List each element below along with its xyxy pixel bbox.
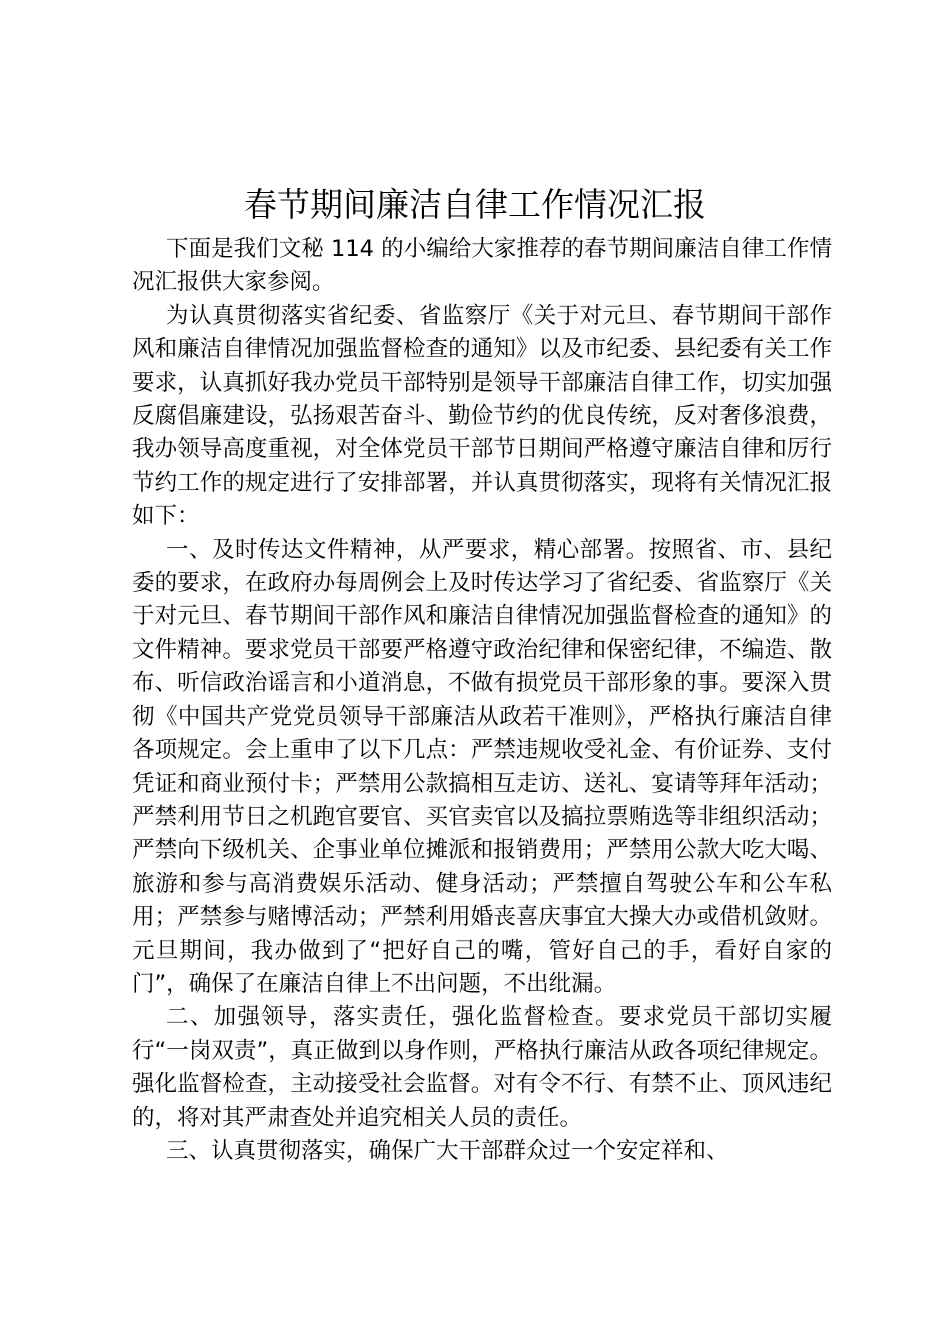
- paragraph-section-1: 一、及时传达文件精神，从严要求，精心部署。按照省、市、县纪委的要求，在政府办每周例会上及时传达学习了省纪委、省监察厅《关于对元旦、春节期间干部作风和廉洁自律情况加强监督检查的通知》的文件精神。要求党员干部要严格遵守政治纪律和保密纪律，不编造、散布、听信政治谣言和小道消息，不做有损党员干部形象的事。要深入贯彻《中国共产党党员领导干部廉洁从政若干准则》，严格执行廉洁自律各项规定。会上重申了以下几点：严禁违规收受礼金、有价证券、支付凭证和商业预付卡；严禁用公款搞相互走访、送礼、宴请等拜年活动；严禁利用节日之机跑官要官、买官卖官以及搞拉票贿选等非组织活动；严禁向下级机关、企事业单位摊派和报销费用；严禁用公款大吃大喝、旅游和参与高消费娱乐活动、健身活动；严禁擅自驾驶公车和公车私用；严禁参与赌博活动；严禁利用婚丧喜庆事宜大操大办或借机敛财。元旦期间，我办做到了“把好自己的嘴，管好自己的手，看好自家的门”，确保了在廉洁自律上不出问题，不出纰漏。: [132, 536, 832, 997]
- paragraph-section-2: 二、加强领导，落实责任，强化监督检查。要求党员干部切实履行“一岗双责”，真正做到以身作则，严格执行廉洁从政各项纪律规定。强化监督检查，主动接受社会监督。对有令不行、有禁不止、顶风违纪的，将对其严肃查处并追究相关人员的责任。: [132, 1004, 832, 1131]
- document-body: [132, 233, 832, 1168]
- document-title: 春节期间廉洁自律工作情况汇报: [244, 185, 706, 224]
- paragraph-background: 为认真贯彻落实省纪委、省监察厅《关于对元旦、春节期间干部作风和廉洁自律情况加强监督检查的通知》以及市纪委、县纪委有关工作要求，认真抓好我办党员干部特别是领导干部廉洁自律工作，切实加强反腐倡廉建设，弘扬艰苦奋斗、勤俭节约的优良传统，反对奢侈浪费，我办领导高度重视，对全体党员干部节日期间严格遵守廉洁自律和厉行节约工作的规定进行了安排部署，并认真贯彻落实，现将有关情况汇报如下：: [132, 302, 832, 530]
- paragraph-intro: 下面是我们文秘 114 的小编给大家推荐的春节期间廉洁自律工作情况汇报供大家参阅。: [132, 236, 832, 296]
- paragraph-section-3: 三、认真贯彻落实，确保广大干部群众过一个安定祥和、: [166, 1137, 729, 1164]
